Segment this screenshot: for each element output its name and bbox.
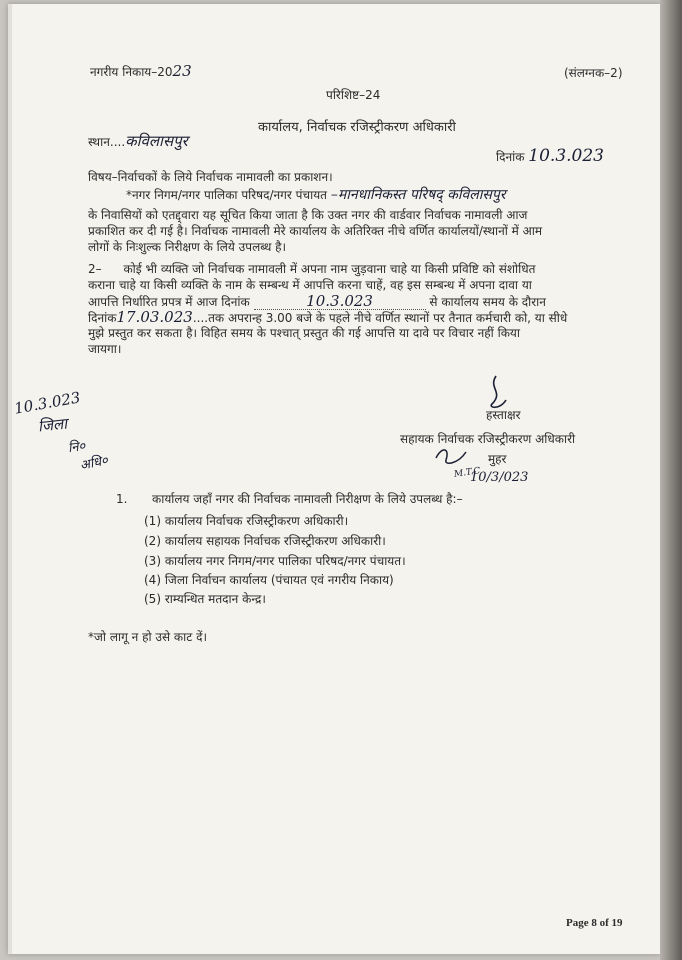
date-row	[496, 146, 604, 166]
para2-line1	[88, 262, 535, 277]
para1-line2: के निवासियों को एतद्द्वारा यह सूचित किया जाता है कि उक्त नगर की वार्डवार निर्वाचक नामावली आज	[88, 208, 528, 222]
list-intro: कार्यालय जहॉं नगर की निर्वाचक नामावली निरीक्षण के लिये उपलब्ध है:–	[152, 492, 463, 506]
list-item: (4) जिला निर्वाचन कार्यालय (पंचायत एवं नगरीय निकाय)	[144, 573, 394, 587]
seal-handwritten: M.T.C	[453, 466, 482, 480]
date-label: दिनांक	[496, 150, 525, 164]
para1-line1	[126, 188, 506, 203]
para2-line4-handwritten: 17.03.023	[116, 308, 193, 326]
place-row: स्थान....कविलासपुर	[88, 132, 188, 150]
header-left-text: नगरीय निकाय–20	[90, 65, 173, 79]
para2-line4-b: तक अपरान्ह 3.00 बजे के पहले नीचे वर्णित स्थानों पर तैनात कर्मचारी को, या सीधे	[208, 311, 568, 325]
place-handwritten: कविलासपुर	[125, 132, 188, 150]
header-left	[90, 64, 192, 80]
para2-line6: जायगा।	[88, 342, 122, 356]
para2-number: 2–	[88, 262, 102, 276]
para1-line4: लोगों के निःशुल्क निरीक्षण के लिये उपलब्ध है।	[88, 240, 287, 254]
para2-line5: मुझे प्रस्तुत कर सकता है। विहित समय के पश्चात् प्रस्तुत की गई आपत्ति या दावे पर विचार नहीं किया	[88, 326, 520, 340]
seal-label: मुहर	[488, 452, 507, 466]
para2-line2: कराना चाहे या किसी व्यक्ति के नाम के सम्बन्ध में आपत्ति करना चाहें, वह इस सम्बन्ध में अपना दावा या	[88, 278, 532, 292]
margin-note-line3: नि०	[67, 438, 87, 457]
scan-edge	[8, 4, 12, 954]
office-title: कार्यालय, निर्वाचक रजिस्ट्रीकरण अधिकारी	[258, 120, 456, 135]
list-item: (2) कार्यालय सहायक निर्वाचक रजिस्ट्रीकरण अधिकारी।	[144, 534, 386, 548]
designation: सहायक निर्वाचक रजिस्ट्रीकरण अधिकारी	[400, 432, 576, 446]
background-edge	[660, 0, 682, 960]
seal-date-handwritten: 10/3/023	[470, 470, 529, 485]
list-number: 1.	[116, 492, 128, 506]
para1-line3: प्रकाशित कर दी गई है। निर्वाचक नामावली मेरे कार्यालय के अतिरिक्त नीचे वर्णित कार्यालयों/स्थानों में आम	[88, 224, 543, 238]
para1-lead: *नगर निगम/नगर पालिका परिषद/नगर पंचायत	[126, 188, 327, 202]
document-page	[8, 4, 660, 954]
para2-line4: दिनांक17.03.023....तक अपरान्ह 3.00 बजे के पहले नीचे वर्णित स्थानों पर तैनात कर्मचारी को, या सीधे	[88, 308, 568, 326]
header-year-handwritten: 23	[172, 62, 192, 80]
page-number: Page 8 of 19	[566, 917, 623, 929]
place-label: स्थान	[88, 135, 110, 149]
list-item: (5) राम्यन्धित मतदान केन्द्र।	[144, 592, 266, 606]
header-center: परिशिष्ट–24	[326, 88, 381, 102]
margin-note-line2: जिला	[37, 414, 68, 436]
list-item: (1) कार्यालय निर्वाचक रजिस्ट्रीकरण अधिकारी।	[144, 514, 349, 528]
para1-handwritten: –मानधानिकस्त परिषद् कविलासपुर	[330, 187, 506, 203]
list-item: (3) कार्यालय नगर निगम/नगर पालिका परिषद/नगर पंचायत।	[144, 554, 406, 568]
para2-line3-b: से कार्यालय समय के दौरान	[429, 295, 546, 309]
para2-line3-a: आपत्ति निर्धारित प्रपत्र में आज दिनांक	[88, 295, 250, 309]
footnote: *जो लागू न हो उसे काट दें।	[88, 630, 208, 644]
para2-line1-text: कोई भी व्यक्ति जो निर्वाचक नामावली में अपना नाम जुड़वाना चाहे या किसी प्रविष्टि को संशोधित	[123, 262, 536, 276]
margin-note-line4: अधि०	[78, 453, 110, 474]
header-right: (संलग्नक–2)	[564, 66, 623, 80]
date-handwritten: 10.3.023	[528, 146, 604, 166]
sign-label: हस्ताक्षर	[486, 408, 521, 422]
margin-note-date: 10.3.023	[12, 388, 82, 418]
subject-line: विषय–निर्वाचकों के लिये निर्वाचक नामावली का प्रकाशन।	[88, 170, 333, 184]
para2-line4-a: दिनांक	[88, 311, 117, 325]
para2-line3-handwritten: 10.3.023	[254, 294, 426, 310]
